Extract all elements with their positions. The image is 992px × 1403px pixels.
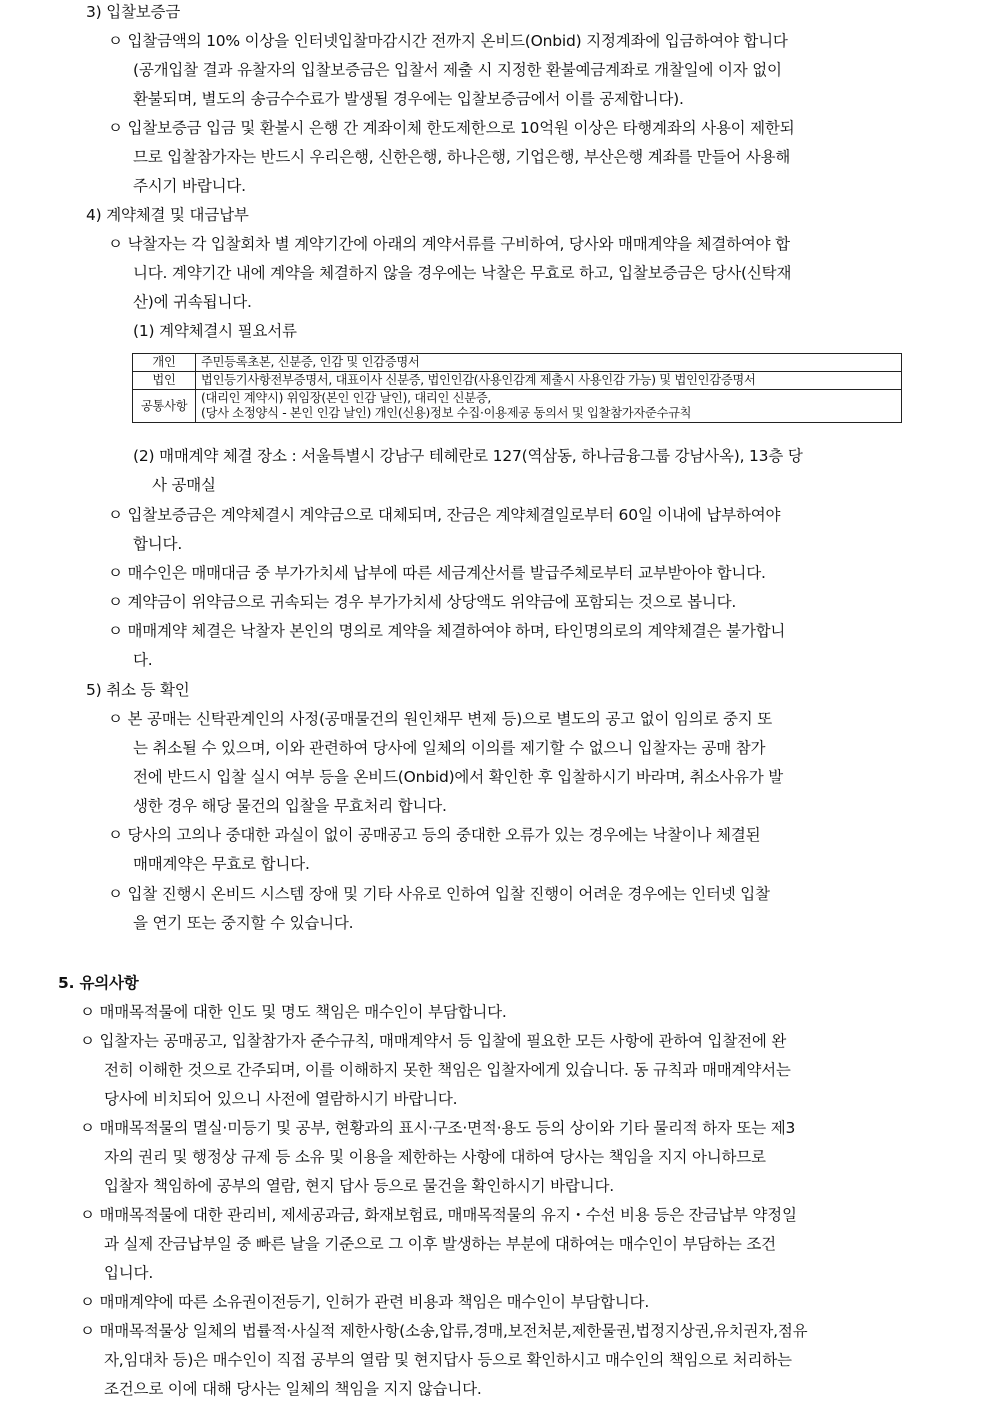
sub-item-heading: (1) 계약체결시 필요서류: [133, 322, 297, 340]
table-head-cell: 공통사항: [133, 390, 196, 423]
required-documents-table: [132, 353, 902, 423]
text-line: 자의 권리 및 행정상 규제 등 소유 및 이용을 제한하는 사항에 대하여 당사는 책임을 지지 아니하므로: [104, 1148, 766, 1166]
table-cell: [196, 390, 902, 423]
text-line: 사 공매실: [152, 476, 216, 494]
bullet-line: ㅇ 입찰 진행시 온비드 시스템 장애 및 기타 사유로 인하여 입찰 진행이 어려운 경우에는 인터넷 입찰: [108, 885, 770, 903]
text-line: 주시기 바랍니다.: [133, 177, 246, 195]
table-cell-line: (당사 소정양식 - 본인 인감 날인) 개인(신용)정보 수집·이용제공 동의서 및 입찰참가자준수규칙: [201, 406, 692, 420]
text-line: 자,임대차 등)은 매수인이 직접 공부의 열람 및 현지답사 등으로 확인하시고 매수인의 책임으로 처리하는: [104, 1351, 792, 1369]
text-line: 산)에 귀속됩니다.: [133, 293, 252, 311]
text-line: 과 실제 잔금납부일 중 빠른 날을 기준으로 그 이후 발생하는 부분에 대하여는 매수인이 부담하는 조건: [104, 1235, 776, 1253]
table-row: [133, 372, 902, 390]
bullet-line: ㅇ 매매계약 체결은 낙찰자 본인의 명의로 계약을 체결하여야 하며, 타인명의로의 계약체결은 불가합니: [108, 622, 786, 640]
subsection-heading: 4) 계약체결 및 대금납부: [86, 206, 249, 224]
text-line: 전히 이해한 것으로 간주되며, 이를 이해하지 못한 책임은 입찰자에게 있습니다. 동 규칙과 매매계약서는: [104, 1061, 791, 1079]
subsection-heading: 3) 입찰보증금: [86, 3, 181, 21]
subsection-heading: 5) 취소 등 확인: [86, 681, 190, 699]
bullet-line: ㅇ 계약금이 위약금으로 귀속되는 경우 부가가치세 상당액도 위약금에 포함되는 것으로 봅니다.: [108, 593, 737, 611]
bullet-line: ㅇ 매매목적물에 대한 관리비, 제세공과금, 화재보험료, 매매목적물의 유지・수선 비용 등은 잔금납부 약정일: [80, 1206, 797, 1224]
table-cell-line: (대리인 계약시) 위임장(본인 인감 날인), 대리인 신분증,: [201, 391, 492, 405]
text-line: (공개입찰 결과 유찰자의 입찰보증금은 입찰서 제출 시 지정한 환불예금계좌로 개찰일에 이자 없이: [133, 61, 782, 79]
bullet-line: ㅇ 입찰자는 공매공고, 입찰참가자 준수규칙, 매매계약서 등 입찰에 필요한 모든 사항에 관하여 입찰전에 완: [80, 1032, 787, 1050]
bullet-line: ㅇ 매매목적물의 멸실·미등기 및 공부, 현황과의 표시·구조·면적·용도 등의 상이와 기타 물리적 하자 또는 제3: [80, 1119, 796, 1137]
bullet-line: ㅇ 매매목적물에 대한 인도 및 명도 책임은 매수인이 부담합니다.: [80, 1003, 507, 1021]
text-line: 니다. 계약기간 내에 계약을 체결하지 않을 경우에는 낙찰은 무효로 하고, 입찰보증금은 당사(신탁재: [133, 264, 792, 282]
table-row: [133, 354, 902, 372]
text-line: 을 연기 또는 중지할 수 있습니다.: [133, 914, 354, 932]
text-line: 입찰자 책임하에 공부의 열람, 현지 답사 등으로 물건을 확인하시기 바랍니다.: [104, 1177, 614, 1195]
text-line: 당사에 비치되어 있으니 사전에 열람하시기 바랍니다.: [104, 1090, 458, 1108]
section-heading: 5. 유의사항: [58, 974, 139, 992]
bullet-line: ㅇ 입찰보증금은 계약체결시 계약금으로 대체되며, 잔금은 계약체결일로부터 60일 이내에 납부하여야: [108, 506, 781, 524]
bullet-line: ㅇ 매매계약에 따른 소유권이전등기, 인허가 관련 비용과 책임은 매수인이 부담합니다.: [80, 1293, 650, 1311]
sub-item-heading: (2) 매매계약 체결 장소 : 서울특별시 강남구 테헤란로 127(역삼동, 하나금융그룹 강남사옥), 13층 당: [133, 447, 803, 465]
text-line: 매매계약은 무효로 합니다.: [133, 855, 310, 873]
bullet-line: ㅇ 당사의 고의나 중대한 과실이 없이 공매공고 등의 중대한 오류가 있는 경우에는 낙찰이나 체결된: [108, 826, 761, 844]
text-line: 전에 반드시 입찰 실시 여부 등을 온비드(Onbid)에서 확인한 후 입찰하시기 바라며, 취소사유가 발: [133, 768, 783, 786]
table-row: [133, 390, 902, 423]
table-cell: 법인등기사항전부증명서, 대표이사 신분증, 법인인감(사용인감계 제출시 사용인감 가능) 및 법인인감증명서: [196, 372, 902, 390]
table-head-cell: 법인: [133, 372, 196, 390]
text-line: 다.: [133, 651, 153, 669]
bullet-line: ㅇ 낙찰자는 각 입찰회차 별 계약기간에 아래의 계약서류를 구비하여, 당사와 매매계약을 체결하여야 합: [108, 235, 790, 253]
text-line: 므로 입찰참가자는 반드시 우리은행, 신한은행, 하나은행, 기업은행, 부산은행 계좌를 만들어 사용해: [133, 148, 791, 166]
bullet-line: ㅇ 매매목적물상 일체의 법률적·사실적 제한사항(소송,압류,경매,보전처분,제한물권,법정지상권,유치권자,점유: [80, 1322, 808, 1340]
table-cell: 주민등록초본, 신분증, 인감 및 인감증명서: [196, 354, 902, 372]
text-line: 합니다.: [133, 535, 183, 553]
bullet-line: ㅇ 본 공매는 신탁관계인의 사정(공매물건의 원인채무 변제 등)으로 별도의 공고 없이 임의로 중지 또: [108, 710, 773, 728]
text-line: 생한 경우 해당 물건의 입찰을 무효처리 합니다.: [133, 797, 447, 815]
text-line: 입니다.: [104, 1264, 154, 1282]
text-line: 환불되며, 별도의 송금수수료가 발생될 경우에는 입찰보증금에서 이를 공제합니다).: [133, 90, 684, 108]
bullet-line: ㅇ 입찰보증금 입금 및 환불시 은행 간 계좌이체 한도제한으로 10억원 이상은 타행계좌의 사용이 제한되: [108, 119, 795, 137]
text-line: 조건으로 이에 대해 당사는 일체의 책임을 지지 않습니다.: [104, 1380, 482, 1398]
bullet-line: ㅇ 매수인은 매매대금 중 부가가치세 납부에 따른 세금계산서를 발급주체로부터 교부받아야 합니다.: [108, 564, 766, 582]
table-head-cell: 개인: [133, 354, 196, 372]
bullet-line: ㅇ 입찰금액의 10% 이상을 인터넷입찰마감시간 전까지 온비드(Onbid) 지정계좌에 입금하여야 합니다: [108, 32, 788, 50]
text-line: 는 취소될 수 있으며, 이와 관련하여 당사에 일체의 이의를 제기할 수 없으니 입찰자는 공매 참가: [133, 739, 766, 757]
